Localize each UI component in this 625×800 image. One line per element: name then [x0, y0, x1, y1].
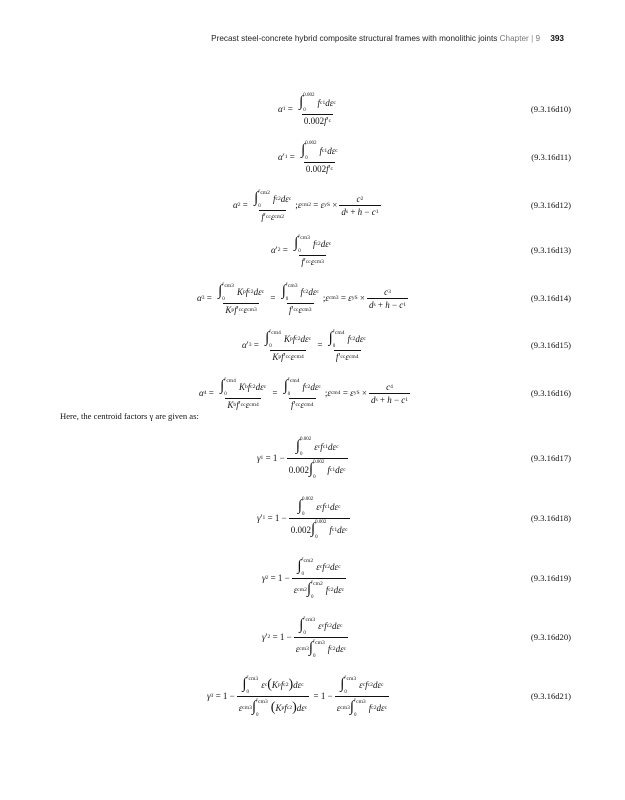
formula: γ ′ 1 = 1 − ∫ 0.002 0 ε c f c1 dε c 0.002 ∫ 0.002 0 f c1 dε c: [257, 496, 348, 540]
formula: γ 2 = 1 − ∫ $\varepsilon_{cm2}$ 0 ε c f c2 dε c ε cm2 ∫ $\varepsilon_{cm2}$ 0 f c2 dε c: [262, 556, 345, 600]
equation-number: (9.3.16d15): [530, 340, 571, 350]
equation-number: (9.3.16d13): [530, 245, 571, 255]
equation-alpha4: [0, 370, 625, 416]
equation-number: (9.3.16d12): [530, 200, 571, 210]
formula: α ′ 3 = ∫ $\varepsilon_{cm4}$ 0 K p f c2 dε c K p f ′ cc ε cm4 = ∫ $\varepsilon_{cm4}$ 0 f c2 dε c f ′ cc ε cm4: [242, 328, 366, 362]
intro-text: Here, the centroid factors γ are given as:: [60, 411, 199, 421]
equation-alpha3-prime: [0, 322, 625, 368]
equation-alpha1-prime: [0, 134, 625, 180]
equation-alpha3: [0, 275, 625, 321]
page-number: 393: [550, 34, 564, 43]
formula: γ 1 = 1 − ∫ 0.002 0 ε c f c1 dε c 0.002 ∫ 0.002 0 f c1 dε c: [257, 436, 346, 480]
formula: α 4 = ∫ $\varepsilon_{cm4}$ 0 K b f c2 dε c K b f ′ cc ε cm4 = ∫ $\varepsilon_{cm4}$ 0 f c2 dε c f ′ cc ε cm4 ; ε cm4 = ε yS × c 4 d s + h − c 1: [199, 376, 409, 410]
equation-number: (9.3.16d10): [530, 104, 571, 114]
equation-alpha2: [0, 182, 625, 228]
formula: γ 3 = 1 − ∫ $\varepsilon_{cm3}$ 0 ε c ( K p f c2 ) dε c ε cm3 ∫ $\varepsilon_{cm3}$ 0 ( K p f c2 ) dε c = 1 − ∫ $\varepsilon_{cm3}$ 0 ε c f c2 dε c ε cm3 ∫ $\varepsilon_{cm3}$ 0 f c2 dε c: [207, 674, 388, 718]
formula: α 3 = ∫ $\varepsilon_{cm3}$ 0 K p f c2 dε c K p f ′ cc ε cm3 = ∫ $\varepsilon_{cm3}$ 0 f c2 dε c f ′ cc ε cm3 ; ε cm3 = ε yS × c 3 d s + h − c 1: [197, 281, 407, 315]
equation-gamma2-prime: [0, 607, 625, 667]
equation-gamma2: [0, 548, 625, 608]
header-separator: |: [531, 34, 534, 43]
equation-number: (9.3.16d14): [530, 293, 571, 303]
equation-alpha2-prime: [0, 228, 625, 272]
formula: γ ′ 2 = 1 − ∫ $\varepsilon_{cm3}$ 0 ε c f c2 dε c ε cm3 ∫ $\varepsilon_{cm3}$ 0 f c2 dε c: [262, 615, 347, 659]
equation-number: (9.3.16d18): [530, 513, 571, 523]
equation-number: (9.3.16d20): [530, 632, 571, 642]
equation-number: (9.3.16d21): [530, 691, 571, 701]
equation-alpha1: [0, 86, 625, 132]
equation-gamma1-prime: [0, 488, 625, 548]
formula: α 2 = ∫ $\varepsilon_{cm2}$ 0 f c2 dε c f ′ cc ε cm2 ; ε cm2 = ε yS × c 2 d s + h − c 1: [233, 188, 379, 222]
running-title: Precast steel-concrete hybrid composite structural frames with monolithic joints: [211, 34, 498, 43]
running-header: [0, 34, 564, 43]
equation-gamma1: [0, 428, 625, 488]
chapter-number: 9: [535, 34, 541, 43]
formula: α ′ 2 = ∫ $\varepsilon_{cm3}$ 0 f c2 dε c f ′ cc ε cm3: [271, 233, 332, 267]
formula: α 1 = ∫ 0.002 0 f c1 dε c 0.002 f ′ c: [278, 92, 336, 126]
equation-number: (9.3.16d17): [530, 453, 571, 463]
equation-gamma3: [0, 664, 625, 728]
equation-number: (9.3.16d19): [530, 573, 571, 583]
chapter-label: Chapter: [499, 34, 529, 43]
equation-number: (9.3.16d16): [530, 388, 571, 398]
equation-number: (9.3.16d11): [531, 152, 571, 162]
formula: α ′ 1 = ∫ 0.002 0 f c1 dε c 0.002 f ′ c: [278, 140, 338, 174]
